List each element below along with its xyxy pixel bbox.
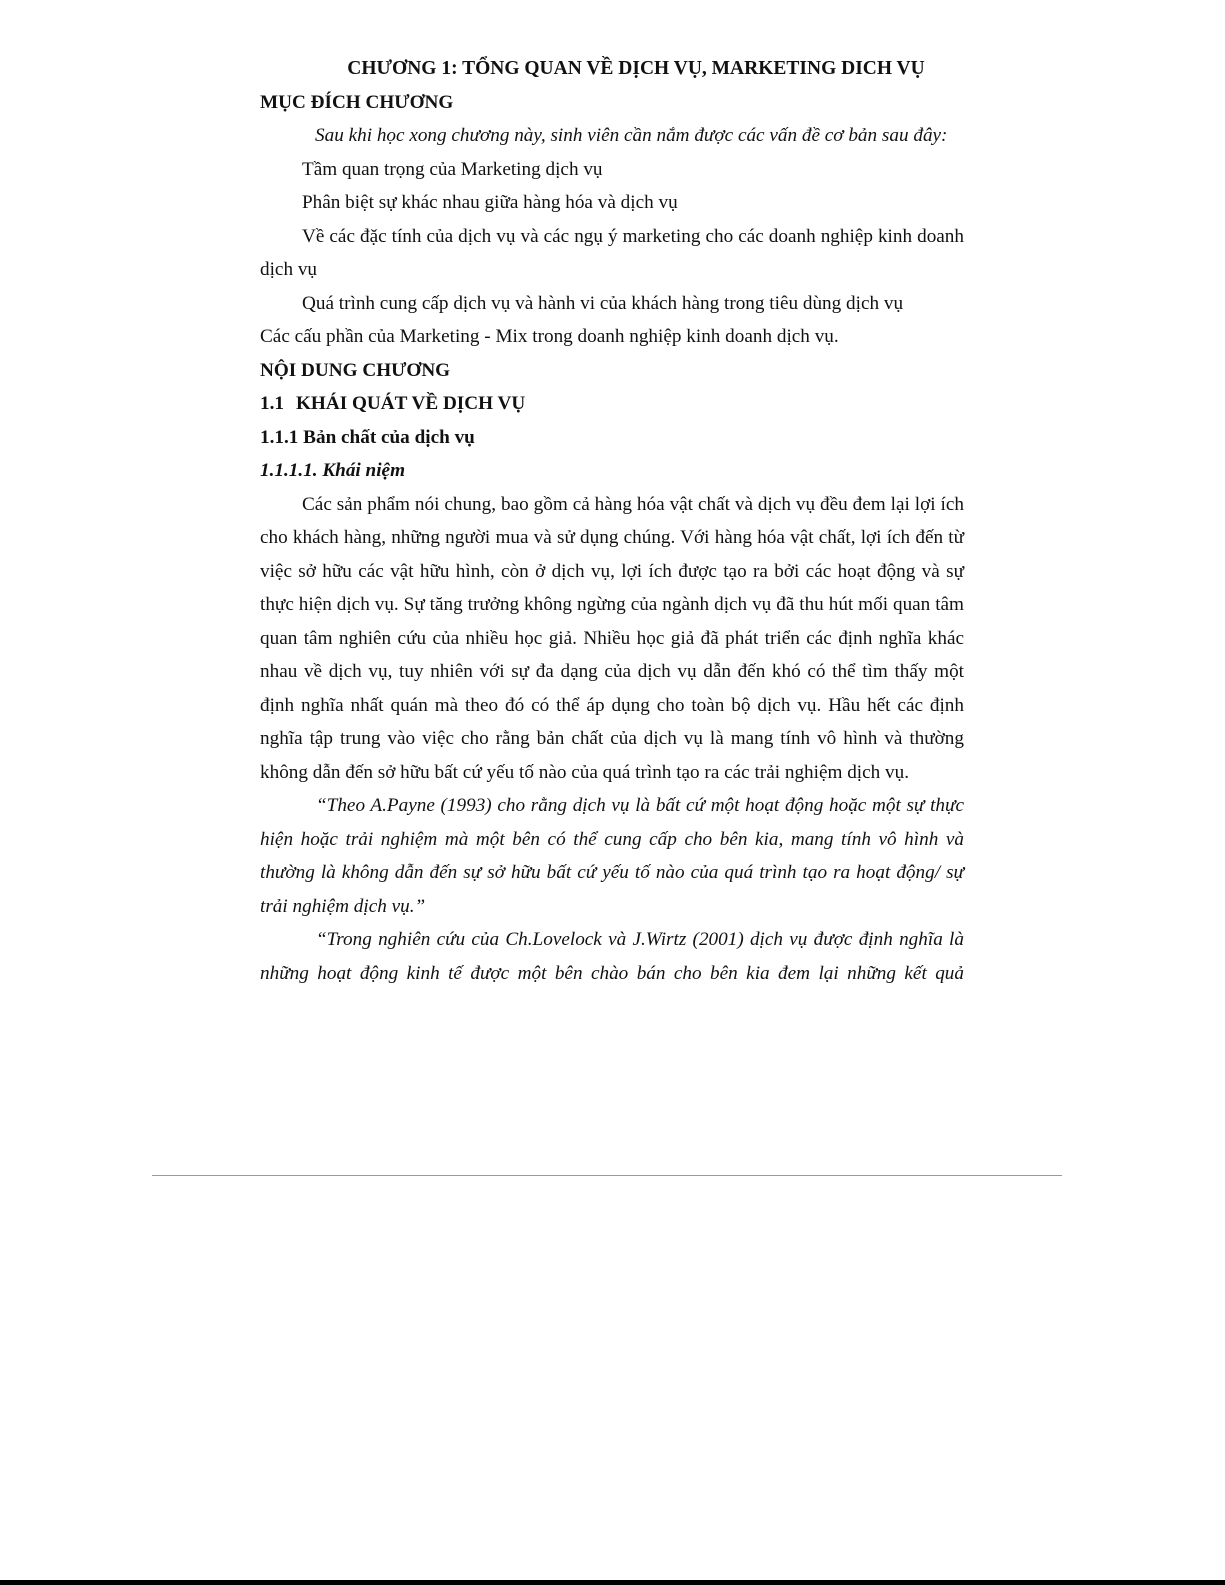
subsubsection-heading-1-1-1-1: 1.1.1.1. Khái niệm: [260, 460, 405, 481]
objective-item: Quá trình cung cấp dịch vụ và hành vi của khách hàng trong tiêu dùng dịch vụ: [302, 292, 904, 314]
objective-item: Các cấu phần của Marketing - Mix trong doanh nghiệp kinh doanh dịch vụ.: [260, 326, 839, 347]
objective-item: Phân biệt sự khác nhau giữa hàng hóa và dịch vụ: [302, 192, 678, 213]
purpose-heading: MỤC ĐÍCH CHƯƠNG: [260, 91, 454, 113]
section-heading-1-1: [260, 387, 964, 421]
page-bottom-edge: [0, 1580, 1225, 1585]
subsection-heading-1-1-1: 1.1.1 Bản chất của dịch vụ: [260, 426, 475, 448]
body-paragraph: Các sản phẩm nói chung, bao gồm cả hàng hóa vật chất và dịch vụ đều đem lại lợi ích cho khách hàng, những người mua và sử dụng chúng. Với hàng hóa vật chất, lợi ích đến từ việc sở hữu các vật hữu hình, còn ở dịch vụ, lợi ích được tạo ra bởi các hoạt động và sự thực hiện dịch vụ. Sự tăng trưởng không ngừng của ngành dịch vụ đã thu hút mối quan tâm quan tâm nghiên cứu của nhiều học giả. Nhiều học giả đã phát triển các định nghĩa khác nhau về dịch vụ, tuy nhiên với sự đa dạng của dịch vụ dẫn đến khó có thể tìm thấy một định nghĩa nhất quán mà theo đó có thể áp dụng cho toàn bộ dịch vụ. Hầu hết các định nghĩa tập trung vào việc cho rằng bản chất của dịch vụ là mang tính vô hình và thường không dẫn đến sở hữu bất cứ yếu tố nào của quá trình tạo ra các trải nghiệm dịch vụ.: [260, 493, 964, 783]
purpose-intro: Sau khi học xong chương này, sinh viên cần nắm được các vấn đề cơ bản sau đây:: [315, 125, 948, 146]
objective-item: Về các đặc tính của dịch vụ và các ngụ ý marketing cho các doanh nghiệp kinh doanh dịch vụ: [260, 225, 964, 280]
document-page: [260, 52, 964, 990]
section-number: 1.1: [260, 393, 284, 414]
section-title: KHÁI QUÁT VỀ DỊCH VỤ: [295, 393, 526, 414]
page-footer-divider: [152, 1175, 1062, 1176]
chapter-title: CHƯƠNG 1: TỔNG QUAN VỀ DỊCH VỤ, MARKETING DICH VỤ: [347, 58, 925, 79]
content-heading: NỘI DUNG CHƯƠNG: [260, 359, 451, 381]
quote-lovelock: “Trong nghiên cứu của Ch.Lovelock và J.Wirtz (2001) dịch vụ được định nghĩa là những hoạt động kinh tế được một bên chào bán cho bên kia đem lại những kết quả: [260, 929, 964, 984]
objective-item: Tầm quan trọng của Marketing dịch vụ: [302, 158, 603, 180]
quote-payne: “Theo A.Payne (1993) cho rằng dịch vụ là bất cứ một hoạt động hoặc một sự thực hiện hoặc trải nghiệm mà một bên có thể cung cấp cho bên kia, mang tính vô hình và thường là không dẫn đến sự sở hữu bất cứ yếu tố nào của quá trình tạo ra hoạt động/ sự trải nghiệm dịch vụ.”: [260, 795, 964, 917]
